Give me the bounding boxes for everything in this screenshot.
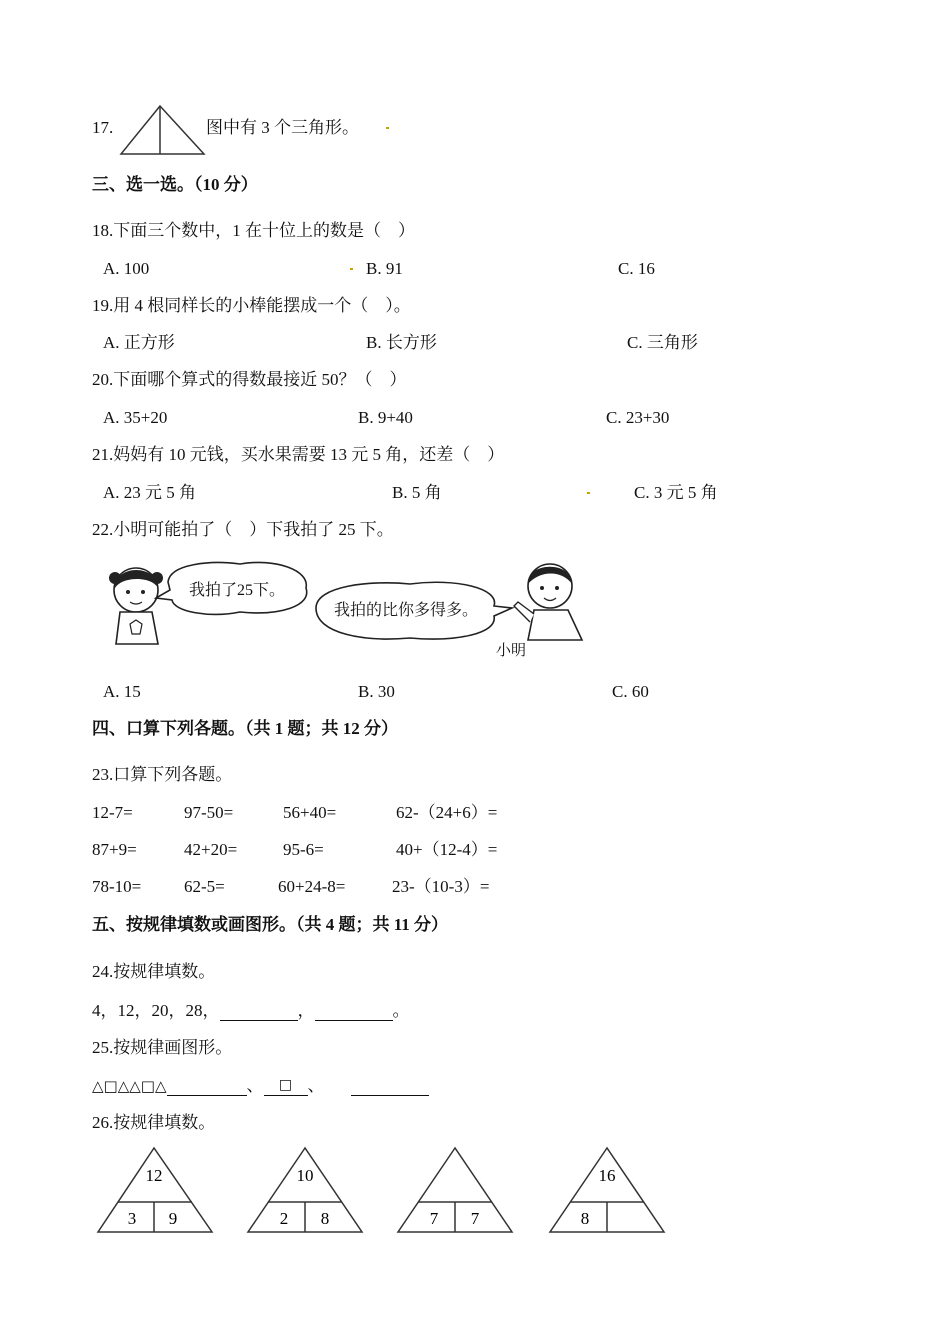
triangle-top-number: 16 [598, 1166, 616, 1185]
q17-triangle-figure [118, 104, 208, 156]
section3-title: 三、选一选。（10 分） [92, 175, 258, 194]
triangle-left-number: 7 [429, 1209, 439, 1228]
q21-option-a[interactable]: A. 23 元 5 角 [103, 483, 197, 502]
q17-number: 17. [92, 118, 114, 137]
q18-stem: 18.下面三个数中，1 在十位上的数是（ ） [92, 221, 415, 240]
q22-option-c[interactable]: C. 60 [612, 682, 649, 701]
boy-speech-bubble [316, 582, 512, 639]
q21-stem: 21.妈妈有 10 元钱，买水果需要 13 元 5 角，还差（ ） [92, 445, 505, 464]
q25-answer-blank-3[interactable] [351, 1075, 429, 1096]
girl-figure [109, 568, 163, 644]
stray-mark [587, 492, 590, 494]
triangle-left-number: 8 [580, 1209, 590, 1228]
q23-item: 40+（12-4）= [396, 840, 498, 859]
q23-item: 23-（10-3）= [392, 877, 490, 896]
q23-item: 12-7= [92, 803, 133, 822]
q25-answer-blank-1[interactable] [167, 1075, 247, 1096]
q19-stem: 19.用 4 根同样长的小棒能摆成一个（ ）。 [92, 296, 411, 315]
q23-item: 42+20= [184, 840, 238, 859]
triangle-top-number: 12 [145, 1166, 163, 1185]
q21-option-c[interactable]: C. 3 元 5 角 [634, 483, 718, 502]
boy-speech-text: 我拍的比你多得多。 [333, 602, 479, 619]
q22-option-a[interactable]: A. 15 [103, 682, 141, 701]
girl-speech-bubble [156, 562, 307, 614]
q23-item: 62-5= [184, 877, 225, 896]
section5-title: 五、按规律填数或画图形。（共 4 题；共 11 分） [92, 915, 449, 934]
q18-option-b[interactable]: B. 91 [366, 259, 403, 278]
q24-answer-blank-2[interactable] [315, 1000, 393, 1021]
q24-answer-blank-1[interactable] [220, 1000, 298, 1021]
q20-stem: 20.下面哪个算式的得数最接近 50？（ ） [92, 370, 407, 389]
q26-triangles [96, 1146, 666, 1234]
triangle-right-number: 7 [470, 1209, 480, 1228]
boy-figure [514, 564, 582, 640]
q17-text: 图中有 3 个三角形。 [206, 118, 359, 137]
triangle-left-number: 3 [127, 1209, 137, 1228]
number-triangle-2 [248, 1148, 362, 1232]
q19-option-a[interactable]: A. 正方形 [103, 333, 175, 352]
q25-separator-1: 、 [246, 1076, 264, 1095]
stray-mark [386, 127, 389, 129]
number-triangle-1 [98, 1148, 212, 1232]
triangle-right-number: 8 [320, 1209, 330, 1228]
girl-speech-text: 我拍了25下。 [188, 582, 286, 599]
q26-stem: 26.按规律填数。 [92, 1113, 216, 1132]
q20-option-c[interactable]: C. 23+30 [606, 408, 670, 427]
q23-item: 62-（24+6）= [396, 803, 498, 822]
q21-option-b[interactable]: B. 5 角 [392, 483, 442, 502]
triangle-right-number: 9 [168, 1209, 178, 1228]
q25-answer-blank-2[interactable]: □ [264, 1075, 308, 1096]
q25-pattern-line [92, 1075, 429, 1096]
q23-item: 95-6= [283, 840, 324, 859]
q23-item: 87+9= [92, 840, 137, 859]
q22-stem: 22.小明可能拍了（ ）下我拍了 25 下。 [92, 520, 394, 539]
q18-option-a[interactable]: A. 100 [103, 259, 150, 278]
q24-separator: ， [297, 1001, 315, 1020]
q22-illustration [110, 558, 590, 662]
section4-title: 四、口算下列各题。（共 1 题；共 12 分） [92, 719, 398, 738]
q19-option-c[interactable]: C. 三角形 [627, 333, 698, 352]
q24-stem: 24.按规律填数。 [92, 962, 216, 981]
triangle-top-number: 10 [296, 1166, 314, 1185]
q20-option-b[interactable]: B. 9+40 [358, 408, 413, 427]
boy-name: 小明 [496, 643, 527, 659]
q18-option-c[interactable]: C. 16 [618, 259, 655, 278]
stray-mark [350, 268, 353, 270]
q24-sequence: 4，12，20，28， [92, 1001, 220, 1020]
q25-pattern: △□△△□△ [92, 1077, 167, 1095]
q25-separator-2: 、 [307, 1076, 325, 1095]
q23-item: 60+24-8= [278, 877, 346, 896]
number-triangle-3 [398, 1148, 512, 1232]
q23-stem: 23.口算下列各题。 [92, 765, 233, 784]
q23-item: 78-10= [92, 877, 142, 896]
q19-option-b[interactable]: B. 长方形 [366, 333, 437, 352]
q24-sequence-line [92, 1000, 410, 1021]
q23-item: 56+40= [283, 803, 337, 822]
q25-stem: 25.按规律画图形。 [92, 1038, 233, 1057]
q23-item: 97-50= [184, 803, 234, 822]
number-triangle-4 [550, 1148, 664, 1232]
q24-end: 。 [392, 1001, 410, 1020]
triangle-left-number: 2 [279, 1209, 289, 1228]
q22-option-b[interactable]: B. 30 [358, 682, 395, 701]
q20-option-a[interactable]: A. 35+20 [103, 408, 168, 427]
